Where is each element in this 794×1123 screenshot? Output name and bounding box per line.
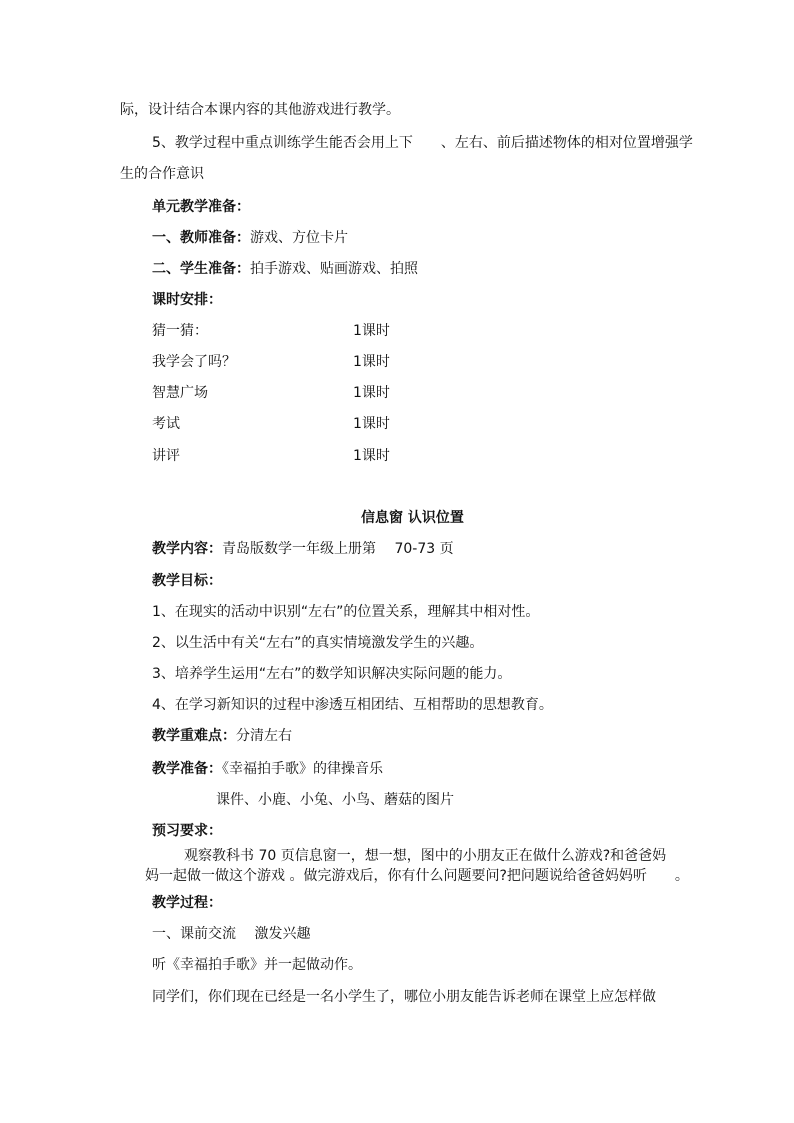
step-1-line-1: 听《幸福拍手歌》并一起做动作。 bbox=[152, 957, 362, 973]
preview-heading: 预习要求： bbox=[152, 823, 222, 839]
step-1-line-2: 同学们，你们现在已经是一名小学生了，哪位小朋友能告诉老师在课堂上应怎样做 bbox=[152, 989, 656, 1005]
key-point-label: 教学重难点： bbox=[152, 728, 236, 744]
unit-prep-heading: 单元教学准备： bbox=[152, 199, 250, 215]
lesson-title: 信息窗 认识位置 bbox=[361, 510, 464, 526]
schedule-row bbox=[152, 384, 208, 402]
schedule-row bbox=[152, 415, 180, 433]
key-point-value: 分清左右 bbox=[236, 728, 292, 744]
schedule-item-name: 我学会了吗？ bbox=[152, 354, 236, 370]
teacher-prep-value: 游戏、方位卡片 bbox=[250, 230, 348, 246]
goals-heading: 教学目标： bbox=[152, 573, 222, 589]
student-prep-label: 二、学生准备： bbox=[152, 261, 250, 277]
schedule-row bbox=[152, 447, 180, 465]
schedule-row bbox=[152, 322, 208, 340]
student-prep-value: 拍手游戏、贴画游戏、拍照 bbox=[250, 261, 418, 277]
goal-item: 2、以生活中有关“左右”的真实情境激发学生的兴趣。 bbox=[152, 635, 484, 651]
key-point-line bbox=[152, 727, 292, 745]
schedule-item-name: 猜一猜： bbox=[152, 323, 208, 339]
schedule-item-name: 讲评 bbox=[152, 448, 180, 464]
intro-line-3: 生的合作意识 bbox=[120, 166, 204, 182]
step-1-heading: 一、课前交流 激发兴趣 bbox=[152, 926, 311, 942]
teacher-prep-line bbox=[152, 229, 348, 247]
prep-value: 《幸福拍手歌》的律操音乐 bbox=[222, 761, 383, 777]
prep-label: 教学准备： bbox=[152, 761, 222, 777]
schedule-item-hours: 1课时 bbox=[353, 416, 390, 432]
intro-line-2: 5、教学过程中重点训练学生能否会用上下 、左右、前后描述物体的相对位置增强学 bbox=[152, 135, 693, 151]
schedule-item-hours: 1课时 bbox=[353, 385, 390, 401]
goal-item: 3、培养学生运用“左右”的数学知识解决实际问题的能力。 bbox=[152, 666, 512, 682]
goal-item: 4、在学习新知识的过程中渗透互相团结、互相帮助的思想教育。 bbox=[152, 697, 553, 713]
schedule-heading: 课时安排： bbox=[152, 292, 222, 308]
teacher-prep-label: 一、教师准备： bbox=[152, 230, 250, 246]
schedule-item-name: 考试 bbox=[152, 416, 180, 432]
process-heading: 教学过程： bbox=[152, 895, 222, 911]
prep-value-2: 课件、小鹿、小兔、小鸟、蘑菇的图片 bbox=[216, 792, 454, 808]
schedule-item-name: 智慧广场 bbox=[152, 385, 208, 401]
goal-item: 1、在现实的活动中识别“左右”的位置关系，理解其中相对性。 bbox=[152, 604, 540, 620]
schedule-item-hours: 1课时 bbox=[353, 448, 390, 464]
content-line bbox=[152, 540, 454, 558]
schedule-item-hours: 1课时 bbox=[353, 323, 390, 339]
intro-line-1: 际，设计结合本课内容的其他游戏进行教学。 bbox=[120, 102, 400, 118]
prep-line bbox=[152, 760, 383, 778]
preview-line-1: 观察教科书 70 页信息窗一，想一想，图中的小朋友正在做什么游戏?和爸爸妈 bbox=[184, 848, 667, 864]
content-label: 教学内容： bbox=[152, 541, 222, 557]
student-prep-line bbox=[152, 260, 418, 278]
content-value: 青岛版数学一年级上册第 70-73 页 bbox=[222, 541, 454, 557]
schedule-row bbox=[152, 353, 236, 371]
preview-line-2: 妈一起做一做这个游戏 。做完游戏后，你有什么问题要问?把问题说给爸爸妈妈听 。 bbox=[145, 868, 689, 884]
schedule-item-hours: 1课时 bbox=[353, 354, 390, 370]
